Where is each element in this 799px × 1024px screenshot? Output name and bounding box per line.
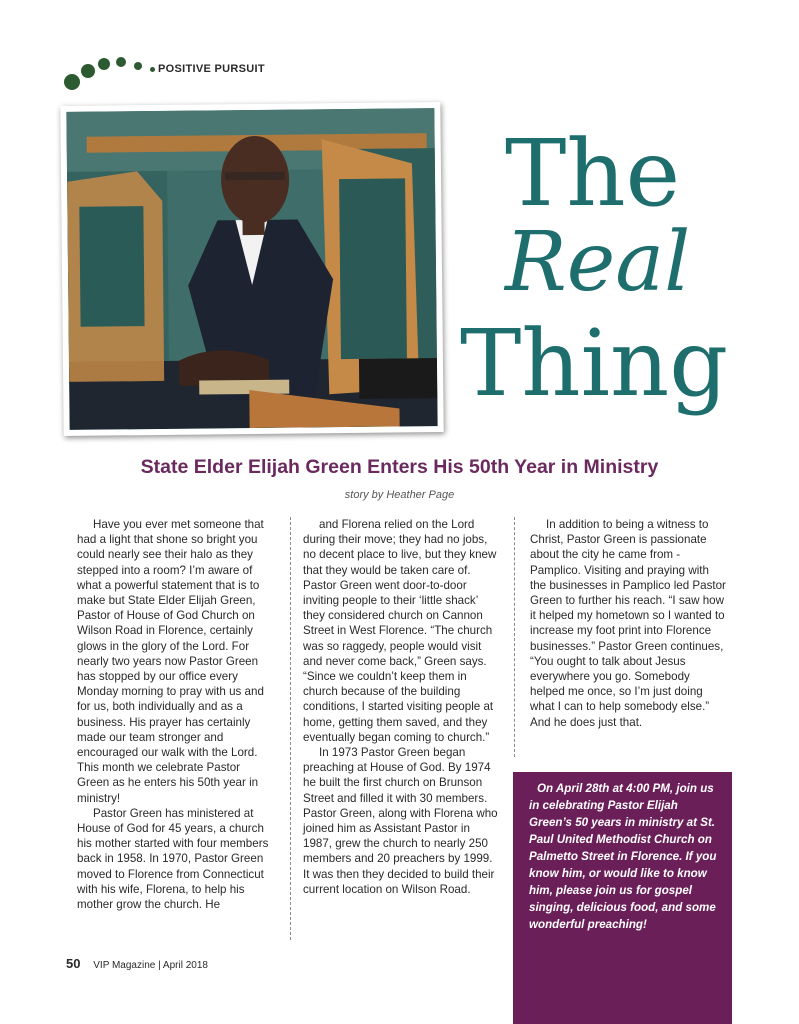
column-divider bbox=[290, 517, 291, 940]
paragraph: and Florena relied on the Lord during their move; they had no jobs, no decent place to live, but they knew that they would be taken care of. Pastor Green went door-to-door inviting people to their ‘little shack’ they considered church on Cannon Street in West Florence. “The church was so raggedy, people would visit and never come back,” Green says. “Since we couldn’t keep them in church because of the building conditions, I started visiting people at home, getting them saved, and they eventually began coming to church.” bbox=[303, 518, 497, 744]
event-callout bbox=[513, 772, 732, 1024]
dot-4 bbox=[116, 57, 126, 67]
column-divider bbox=[514, 517, 515, 757]
decorative-dots bbox=[64, 54, 154, 94]
article-column-2 bbox=[303, 517, 499, 897]
pastor-photo bbox=[60, 102, 443, 436]
dot-3 bbox=[98, 58, 110, 70]
section-label: POSITIVE PURSUIT bbox=[158, 63, 265, 75]
paragraph: In 1973 Pastor Green began preaching at House of God. By 1974 he built the first church on Brunson Street and filled it with 30 members. Pastor Green, along with Florena who joined him as Assistant Pastor in 1987, grew the church to nearly 250 members and 20 preachers by 1999. It was then they decided to build their current location on Wilson Road. bbox=[303, 746, 498, 896]
page-footer bbox=[66, 956, 208, 971]
title-the: The bbox=[505, 120, 681, 227]
publication-info: VIP Magazine | April 2018 bbox=[93, 960, 208, 971]
dot-1 bbox=[64, 74, 80, 90]
article-column-1 bbox=[77, 517, 275, 912]
title-real: Real bbox=[505, 215, 691, 310]
paragraph: In addition to being a witness to Christ, Pastor Green is passionate about the city he came from - Pamplico. Visiting and praying with the businesses in Pamplico led Pastor Green to further his reach. “I saw how it helped my hometown so I wanted to increase my foot print into Florence businesses.” Pastor Green continues, “You ought to talk about Jesus everywhere you go. Somebody helped me once, so I’m just doing what I can to help somebody else.” And he does just that. bbox=[530, 518, 726, 729]
byline: story by Heather Page bbox=[344, 489, 455, 501]
paragraph: Pastor Green has ministered at House of God for 45 years, a church his mother started with four members back in 1958. In 1970, Pastor Green moved to Florence from Connecticut with his wife, Florena, to help his mother grow the church. He bbox=[77, 806, 269, 912]
page-number: 50 bbox=[66, 956, 81, 971]
title-thing: Thing bbox=[460, 310, 729, 417]
photo-image bbox=[66, 108, 437, 430]
callout-text: On April 28th at 4:00 PM, join us in celebrating Pastor Elijah Green’s 50 years in ministry at St. Paul United Methodist Church on Palmetto Street in Florence. If you know him, or would like to know him, please join us for gospel singing, delicious food, and some wonderful preaching! bbox=[529, 782, 717, 931]
dot-5 bbox=[134, 62, 142, 70]
paragraph: Have you ever met someone that had a light that shone so bright you could nearly see their halo as they stepped into a room? I’m aware of what a powerful statement that is to make but State Elder Elijah Green, Pastor of House of God Church on Wilson Road in Florence, certainly glows in the glory of the Lord. For nearly two years now Pastor Green has stopped by our office every Monday morning to pray with us and for us, both individually and as a business. His prayer has certainly made our team stronger and encouraged our walk with the Lord. This month we celebrate Pastor Green as he enters his 50th year in ministry! bbox=[77, 518, 264, 805]
dot-2 bbox=[81, 64, 95, 78]
headline: State Elder Elijah Green Enters His 50th Year in Ministry bbox=[140, 456, 659, 478]
dot-6 bbox=[150, 67, 155, 72]
article-column-3 bbox=[530, 517, 726, 730]
photo-illustration bbox=[66, 108, 437, 430]
